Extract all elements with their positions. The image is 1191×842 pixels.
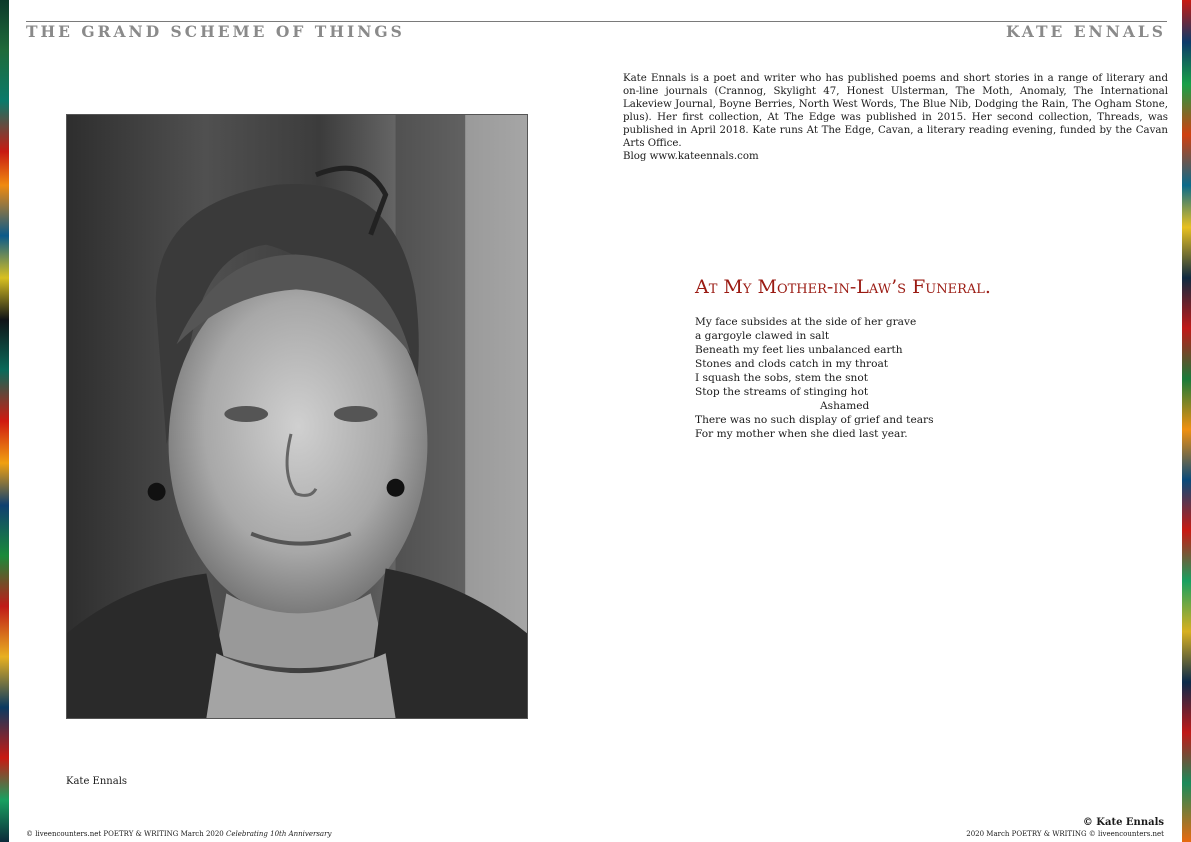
footer-right: 2020 March POETRY & WRITING © liveencounters.net	[966, 830, 1164, 838]
poem-line: There was no such display of grief and tears	[695, 414, 934, 426]
photo-caption: Kate Ennals	[66, 776, 128, 787]
footer-left-text: © liveencounters.net POETRY & WRITING March 2020	[26, 830, 226, 838]
poem-title: At My Mother-in-Law’s Funeral.	[695, 276, 991, 298]
poem-line: My face subsides at the side of her grave	[695, 316, 917, 328]
decorative-right-edge	[1182, 0, 1191, 842]
poem-line: For my mother when she died last year.	[695, 428, 908, 440]
footer-anniversary-text: Celebrating 10th Anniversary	[225, 830, 332, 838]
poem-body	[695, 315, 934, 441]
running-head-left: THE GRAND SCHEME OF THINGS	[26, 22, 405, 41]
author-portrait-photo	[66, 114, 528, 719]
poem-line-indented: Ashamed	[820, 400, 870, 412]
author-blog-link[interactable]: Blog www.kateennals.com	[623, 151, 759, 162]
footer-left	[26, 830, 331, 838]
poem-line: I squash the sobs, stem the snot	[695, 372, 869, 384]
poem-line: Stones and clods catch in my throat	[695, 358, 889, 370]
poem-line: Stop the streams of stinging hot	[695, 386, 869, 398]
author-bio	[623, 72, 1168, 163]
author-bio-text: Kate Ennals is a poet and writer who has published poems and short stories in a range of literary and on-line journals (Crannog, Skylight 47, Honest Ulsterman, The Moth, Anomaly, The International Lakeview Journal, Boyne Berries, North West Words, The Blue Nib, Dodging the Rain, The Ogham Stone, plus). Her first collection, At The Edge was published in 2015. Her second collection, Threads, was published in April 2018. Kate runs At The Edge, Cavan, a literary reading evening, funded by the Cavan Arts Office.	[623, 73, 1168, 149]
decorative-left-edge	[0, 0, 9, 842]
poem-copyright: © Kate Ennals	[1082, 817, 1164, 828]
poem-line: a gargoyle clawed in salt	[695, 330, 830, 342]
poem-line: Beneath my feet lies unbalanced earth	[695, 344, 903, 356]
running-head-right: KATE ENNALS	[1005, 22, 1166, 41]
portrait-illustration	[67, 115, 527, 718]
